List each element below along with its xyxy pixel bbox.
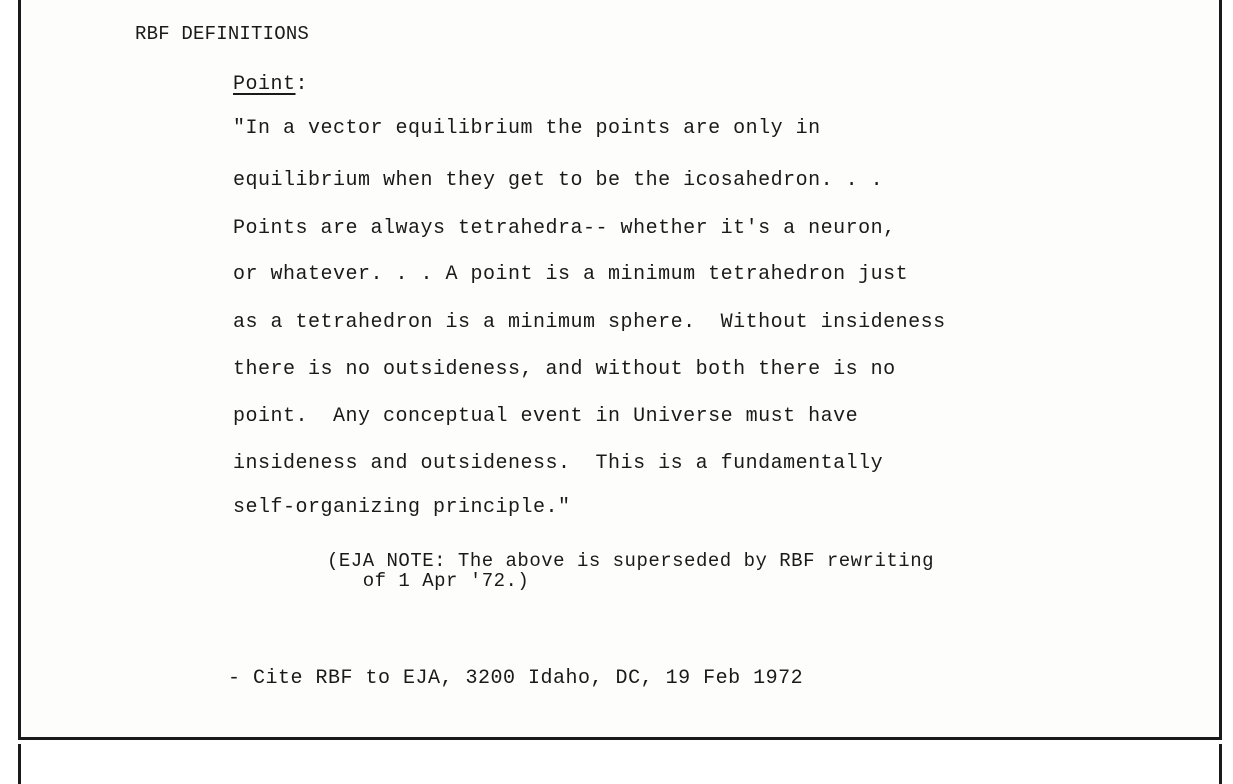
quote-line: self-organizing principle." <box>233 496 571 519</box>
citation: - Cite RBF to EJA, 3200 Idaho, DC, 19 Feb 1972 <box>228 667 804 690</box>
term-word: Point <box>233 73 296 96</box>
quote-line: or whatever. . . A point is a minimum tetrahedron just <box>233 263 909 286</box>
next-card-edge <box>18 744 1222 784</box>
quote-line: Points are always tetrahedra-- whether it's a neuron, <box>233 217 896 240</box>
quote-line: as a tetrahedron is a minimum sphere. Without insideness <box>233 311 946 334</box>
document-heading: RBF DEFINITIONS <box>135 23 310 45</box>
editor-note-line: of 1 Apr '72.) <box>327 570 530 592</box>
definition-term <box>233 75 308 95</box>
quote-line: "In a vector equilibrium the points are only in <box>233 117 821 140</box>
quote-line: there is no outsideness, and without both there is no <box>233 358 896 381</box>
editor-note-line: (EJA NOTE: The above is superseded by RBF rewriting <box>327 550 934 572</box>
quote-line: equilibrium when they get to be the icosahedron. . . <box>233 169 884 192</box>
quote-line: point. Any conceptual event in Universe must have <box>233 405 859 428</box>
quote-line: insideness and outsideness. This is a fundamentally <box>233 452 884 475</box>
term-colon: : <box>295 73 309 96</box>
